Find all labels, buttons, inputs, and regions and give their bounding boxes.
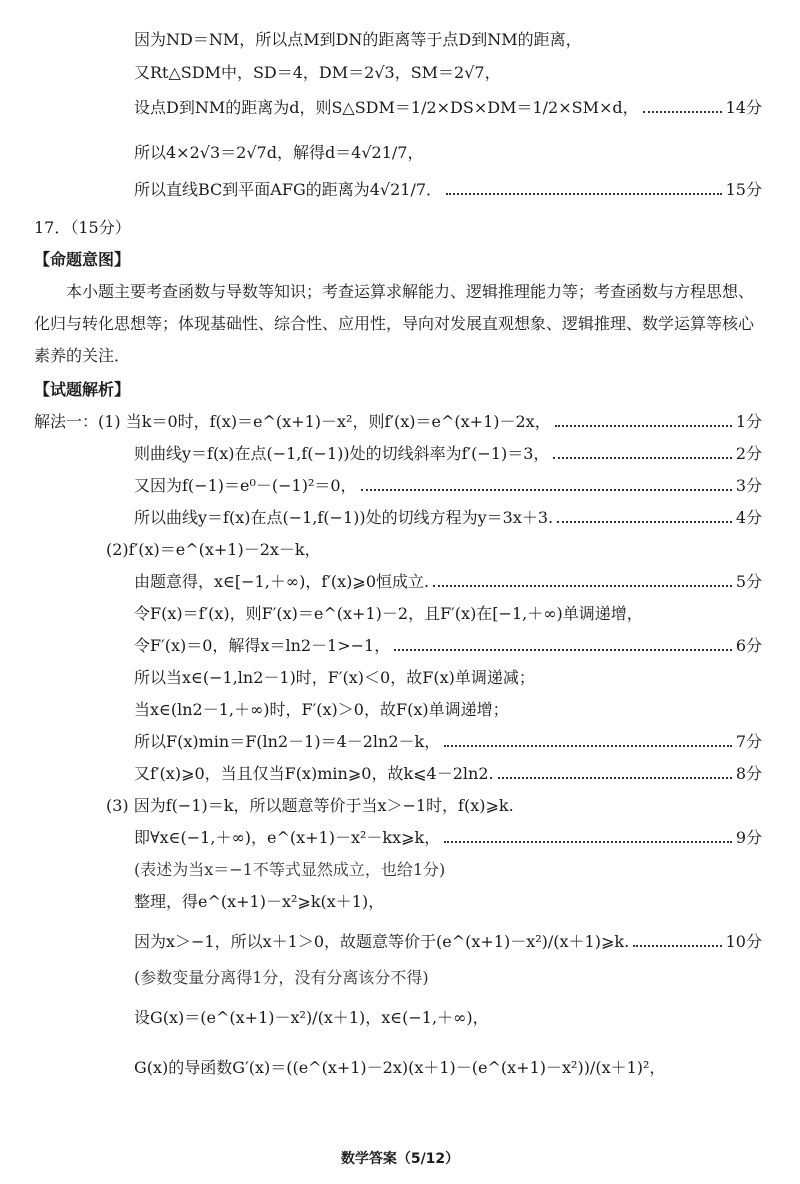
dot-leader — [643, 111, 722, 113]
solution-text: 令F′(x)＝0，解得x＝ln2－1>−1， — [134, 636, 391, 655]
solution-line — [0, 1058, 800, 1077]
score-mark: 6分 — [735, 636, 762, 655]
score-mark: 9分 — [735, 828, 762, 847]
solution-text: 令F(x)＝f′(x)，则F′(x)＝e^(x+1)－2，且F′(x)在[−1,＋∞)单调递增， — [134, 604, 643, 623]
solution-line — [0, 63, 800, 82]
solution-text: 所以4×2√3＝2√7d，解得d＝4√21/7， — [134, 143, 424, 162]
solution-text: 所以直线BC到平面AFG的距离为4√21/7． — [134, 180, 443, 199]
score-mark: 5分 — [735, 572, 762, 591]
dot-leader — [394, 649, 732, 651]
dot-leader — [633, 945, 721, 947]
solution-line — [0, 30, 800, 49]
solution-line — [0, 572, 800, 591]
solution-text: 设G(x)＝(e^(x+1)－x²)/(x＋1)，x∈(−1,＋∞)， — [134, 1008, 489, 1027]
solution-text: 所以曲线y＝f(x)在点(−1,f(−1))处的切线方程为y＝3x＋3. — [134, 508, 554, 527]
dot-leader — [498, 777, 732, 779]
solution-text: 又f′(x)⩾0，当且仅当F(x)min⩾0，故k⩽4－2ln2. — [134, 764, 494, 783]
dot-leader — [446, 193, 722, 195]
solution-text: 又Rt△SDM中，SD＝4，DM＝2√3，SM＝2√7， — [134, 63, 501, 82]
score-mark: 10分 — [725, 932, 762, 951]
solution-line — [0, 732, 800, 751]
solution-text: 即∀x∈(−1,＋∞)，e^(x+1)－x²－kx⩾k， — [134, 828, 441, 847]
solution-line — [0, 828, 800, 847]
solution-text: 解法一：(1) 当k＝0时，f(x)＝e^(x+1)－x²，则f′(x)＝e^(x+1)－2x， — [34, 412, 551, 431]
score-mark: 8分 — [735, 764, 762, 783]
solution-line — [0, 700, 800, 719]
page-footer: 数学答案（5/12） — [340, 1151, 460, 1167]
solution-line — [0, 932, 800, 951]
score-mark: 7分 — [735, 732, 762, 751]
solution-line — [0, 98, 800, 117]
solution-text: (3) 因为f(−1)＝k，所以题意等价于当x＞−1时，f(x)⩾k. — [106, 796, 514, 815]
solution-line — [0, 796, 800, 815]
score-mark: 1分 — [735, 412, 762, 431]
solution-line — [0, 636, 800, 655]
note-text: (表述为当x＝−1不等式显然成立，也给1分) — [134, 860, 446, 879]
solution-line — [0, 1008, 800, 1027]
solution-line — [0, 444, 800, 463]
solution-line — [0, 540, 800, 559]
section-heading — [0, 380, 800, 399]
section-heading — [0, 250, 800, 269]
solution-text: 当x∈(ln2－1,＋∞)时，F′(x)＞0，故F(x)单调递增； — [134, 700, 509, 719]
intent-paragraph: 本小题主要考查函数与导数等知识；考查运算求解能力、逻辑推理能力等；考查函数与方程思想、化归与转化思想等；体现基础性、综合性、应用性，导向对发展直观想象、逻辑推理、数学运算等核心素养的关注． — [34, 282, 755, 365]
grading-note — [0, 968, 800, 987]
grading-note — [0, 860, 800, 879]
question-title — [0, 218, 800, 237]
solution-line — [0, 180, 800, 199]
solution-text: 所以F(x)min＝F(ln2－1)＝4－2ln2－k， — [134, 732, 441, 751]
dot-leader — [361, 489, 732, 491]
question-number: 17．（15分） — [34, 218, 131, 237]
solution-text: G(x)的导函数G′(x)＝((e^(x+1)－2x)(x＋1)－(e^(x+1)－x²))/(x＋1)²， — [134, 1058, 666, 1077]
solution-line — [0, 604, 800, 623]
solution-text: 所以当x∈(−1,ln2－1)时，F′(x)＜0，故F(x)单调递减； — [134, 668, 535, 687]
score-mark: 15分 — [725, 180, 762, 199]
solution-line — [0, 143, 800, 162]
dot-leader — [444, 841, 732, 843]
score-mark: 3分 — [735, 476, 762, 495]
solution-text: (2)f′(x)＝e^(x+1)－2x－k， — [106, 540, 321, 559]
analysis-heading: 【试题解析】 — [34, 380, 131, 399]
solution-text: 设点D到NM的距离为d，则S△SDM＝1/2×DS×DM＝1/2×SM×d， — [134, 98, 639, 117]
solution-text: 又因为f(−1)＝e⁰－(−1)²＝0， — [134, 476, 357, 495]
solution-text: 由题意得，x∈[−1,＋∞)，f′(x)⩾0恒成立. — [134, 572, 430, 591]
dot-leader — [555, 425, 732, 427]
score-mark: 14分 — [725, 98, 762, 117]
note-text: (参数变量分离得1分，没有分离该分不得) — [134, 968, 429, 987]
solution-text: 因为x＞−1，所以x＋1＞0，故题意等价于(e^(x+1)－x²)/(x＋1)⩾k. — [134, 932, 630, 951]
dot-leader — [444, 745, 732, 747]
solution-text: 因为ND＝NM，所以点M到DN的距离等于点D到NM的距离， — [134, 30, 582, 49]
solution-line — [0, 764, 800, 783]
intent-heading: 【命题意图】 — [34, 250, 131, 269]
solution-line — [0, 412, 800, 431]
score-mark: 4分 — [735, 508, 762, 527]
solution-line — [0, 668, 800, 687]
solution-text: 则曲线y＝f(x)在点(−1,f(−1))处的切线斜率为f′(−1)＝3， — [134, 444, 550, 463]
solution-line — [0, 508, 800, 527]
solution-line — [0, 476, 800, 495]
score-mark: 2分 — [735, 444, 762, 463]
solution-text: 整理，得e^(x+1)－x²⩾k(x＋1)， — [134, 892, 385, 911]
dot-leader — [433, 585, 732, 587]
dot-leader — [553, 457, 731, 459]
solution-line — [0, 892, 800, 911]
dot-leader — [557, 521, 732, 523]
